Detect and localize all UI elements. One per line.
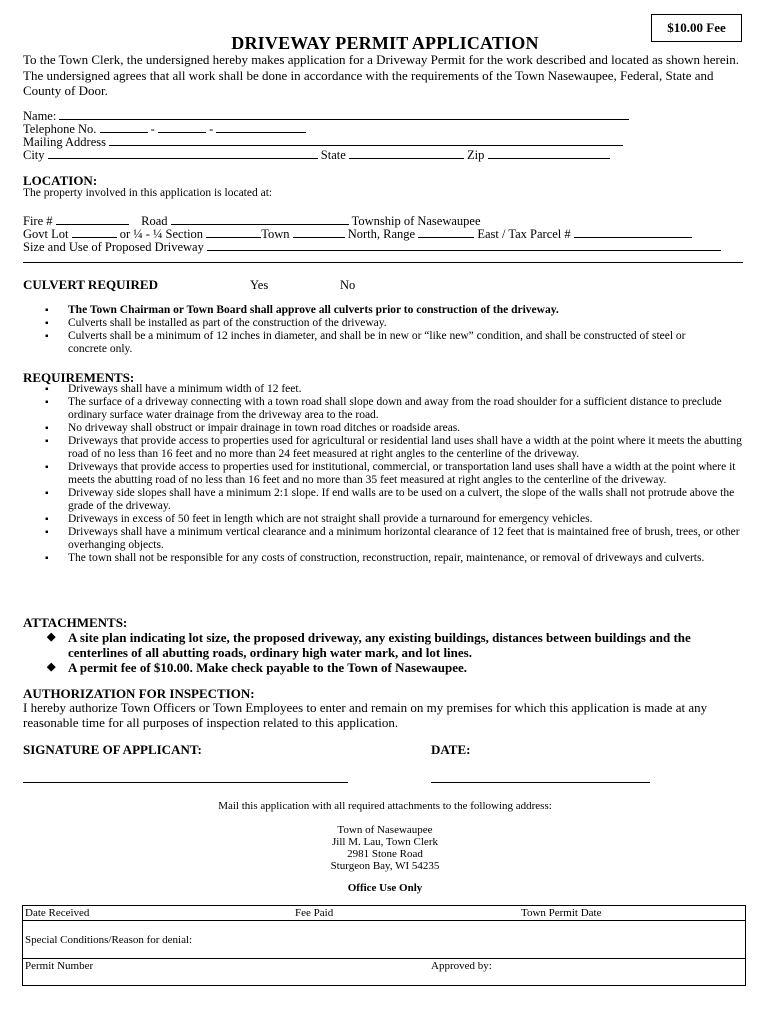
list-item: ▪ No driveway shall obstruct or impair drainage in town road ditches or roadside areas. xyxy=(23,422,749,435)
name-field[interactable] xyxy=(59,108,629,120)
fire-label: Fire # xyxy=(23,214,53,228)
telephone-label: Telephone No. xyxy=(23,122,97,136)
zip-label: Zip xyxy=(467,148,485,162)
parcel-field[interactable] xyxy=(574,226,692,238)
list-item: ▪ The Town Chairman or Town Board shall approve all culverts prior to construction of the driveway. xyxy=(23,304,713,317)
size-field-2[interactable] xyxy=(23,262,743,263)
list-item: ▪ Driveway side slopes shall have a minimum 2:1 slope. If end walls are to be used on a culvert, the slope of the walls shall not protrude above the grade of the driveway. xyxy=(23,487,749,513)
signature-field[interactable] xyxy=(23,782,348,783)
address-line: 2981 Stone Road xyxy=(347,848,423,860)
signature-label: SIGNATURE OF APPLICANT: xyxy=(23,742,202,757)
address-line: Jill M. Lau, Town Clerk xyxy=(332,836,438,848)
office-use-heading: Office Use Only xyxy=(347,882,423,894)
list-item: ▪ Driveways in excess of 50 feet in length which are not straight shall provide a turnaround for emergency vehicles. xyxy=(23,513,749,526)
intro-paragraph: To the Town Clerk, the undersigned hereby makes application for a Driveway Permit for the work described and located as shown herein. The undersigned agrees that all work shall be done in accordance with the requirements of the Town Nasewaupee, Federal, State and County of Door. xyxy=(23,52,739,98)
location-subtext: The property involved in this application is located at: xyxy=(23,187,273,199)
size-label: Size and Use of Proposed Driveway xyxy=(23,240,204,254)
requirements-list xyxy=(23,383,749,565)
size-field-1[interactable] xyxy=(207,239,721,251)
list-item: ▪ Driveways that provide access to properties used for agricultural or residential land uses shall have a width at the point where it meets the abutting road of no less than 16 feet and no more than 24 feet measured at right angles to the centerline of the driveway. xyxy=(23,435,749,461)
date-field[interactable] xyxy=(431,782,650,783)
city-field[interactable] xyxy=(48,147,318,159)
list-item: ▪ Driveways that provide access to properties used for institutional, commercial, or transportation land uses shall have a width at the point where it meets the abutting road of no less than 16 feet and no more than 35 feet measured at right angles to the centerline of the driveway. xyxy=(23,461,749,487)
list-item: ▪ The surface of a driveway connecting with a town road shall slope down and away from the road shoulder for a sufficient distance to preclude ordinary surface water drainage from the driveway area to the road. xyxy=(23,396,749,422)
dash: - xyxy=(209,122,214,136)
list-item: ▪ Culverts shall be a minimum of 12 inches in diameter, and shall be in new or “like new” condition, and shall be constructed of steel or concrete only. xyxy=(23,330,713,356)
size-row xyxy=(23,239,721,254)
authorization-text: I hereby authorize Town Officers or Town Employees to enter and remain on my premises for which this application is made at any reasonable time for all purposes of inspection related to this application. xyxy=(23,700,708,730)
dash: - xyxy=(150,122,155,136)
requirements-heading: REQUIREMENTS: xyxy=(23,370,135,385)
address-line: Town of Nasewaupee xyxy=(337,824,433,836)
section-field[interactable] xyxy=(206,226,261,238)
govt-lot-field[interactable] xyxy=(72,226,117,238)
mailing-field[interactable] xyxy=(109,134,623,146)
fire-number-field[interactable] xyxy=(56,213,129,225)
culvert-list xyxy=(23,304,713,356)
attachments-heading: ATTACHMENTS: xyxy=(23,615,128,630)
city-label: City xyxy=(23,148,45,162)
list-item: ◆ A site plan indicating lot size, the proposed driveway, any existing buildings, distances between buildings and the centerlines of all abutting roads, ordinary high water mark, and lot lines. xyxy=(23,630,749,660)
telephone-number-field[interactable] xyxy=(216,121,306,133)
list-item: ▪ Driveways shall have a minimum width of 12 feet. xyxy=(23,383,749,396)
parcel-label: East / Tax Parcel # xyxy=(477,227,571,241)
section-label: or ¼ - ¼ Section xyxy=(119,227,204,241)
road-field[interactable] xyxy=(171,213,349,225)
range-label: North, Range xyxy=(347,227,416,241)
address-line: Sturgeon Bay, WI 54235 xyxy=(330,860,440,872)
page-title: DRIVEWAY PERMIT APPLICATION xyxy=(231,33,539,53)
zip-field[interactable] xyxy=(488,147,610,159)
office-use-box xyxy=(22,905,746,986)
special-conditions-label: Special Conditions/Reason for denial: xyxy=(25,934,193,946)
road-label: Road xyxy=(141,214,168,228)
culvert-no[interactable]: No xyxy=(340,278,356,292)
mailing-label: Mailing Address xyxy=(23,135,106,149)
authorization-heading: AUTHORIZATION FOR INSPECTION: xyxy=(23,686,255,701)
mail-address xyxy=(0,824,770,872)
range-field[interactable] xyxy=(418,226,474,238)
fee-box: $10.00 Fee xyxy=(651,14,742,42)
location-heading: LOCATION: xyxy=(23,173,98,188)
culvert-yes[interactable]: Yes xyxy=(250,278,269,292)
govt-lot-label: Govt Lot xyxy=(23,227,69,241)
list-item: ▪ Driveways shall have a minimum vertical clearance and a minimum horizontal clearance of 12 feet that is maintained free of brush, trees, or other overhanging objects. xyxy=(23,526,749,552)
attachments-list xyxy=(23,630,749,675)
permit-number-label: Permit Number xyxy=(25,960,94,972)
date-label: DATE: xyxy=(431,742,471,757)
town-label: Town xyxy=(261,227,290,241)
list-item: ▪ The town shall not be responsible for any costs of construction, reconstruction, repair, maintenance, or removal of driveways and culverts. xyxy=(23,552,749,565)
state-field[interactable] xyxy=(349,147,464,159)
telephone-prefix-field[interactable] xyxy=(158,121,206,133)
city-row xyxy=(23,147,610,162)
office-row-1 xyxy=(23,906,745,921)
date-received-label: Date Received xyxy=(25,907,90,919)
culvert-heading: CULVERT REQUIRED xyxy=(23,277,158,292)
town-permit-date-label: Town Permit Date xyxy=(521,907,602,919)
list-item: ▪ Culverts shall be installed as part of the construction of the driveway. xyxy=(23,317,713,330)
township-label: Township of Nasewaupee xyxy=(351,214,481,228)
town-field[interactable] xyxy=(293,226,345,238)
fee-paid-label: Fee Paid xyxy=(295,907,334,919)
telephone-area-field[interactable] xyxy=(100,121,148,133)
mail-instruction: Mail this application with all required attachments to the following address: xyxy=(218,800,552,812)
name-label: Name: xyxy=(23,109,57,123)
state-label: State xyxy=(320,148,346,162)
list-item: ◆ A permit fee of $10.00. Make check payable to the Town of Nasewaupee. xyxy=(23,660,749,675)
approved-by-label: Approved by: xyxy=(431,960,492,972)
